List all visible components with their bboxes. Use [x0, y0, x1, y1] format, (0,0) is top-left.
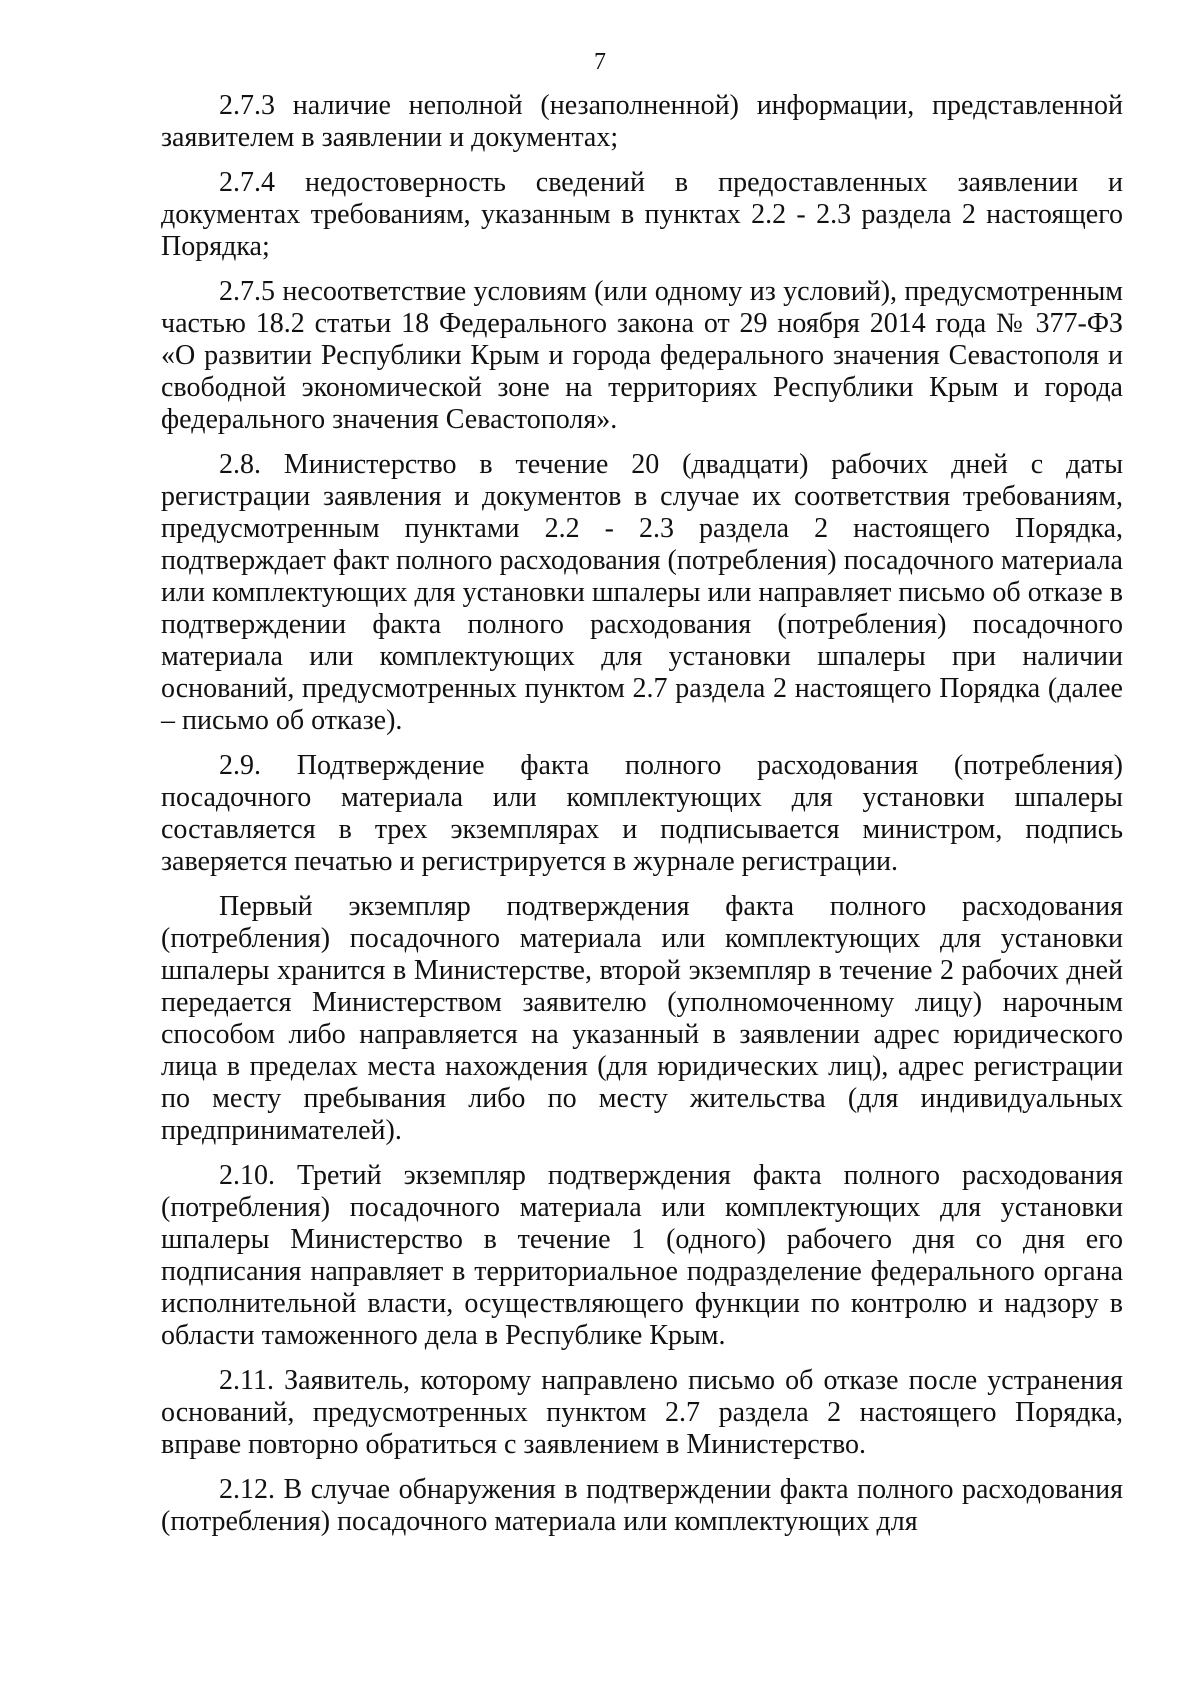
paragraph-2-11: 2.11. Заявитель, которому направлено письмо об отказе после устранения оснований, предусмотренных пунктом 2.7 раздела 2 настоящего Порядка, вправе повторно обратиться с заявлением в Министерство.: [161, 1365, 1123, 1460]
paragraph-2-8: 2.8. Министерство в течение 20 (двадцати) рабочих дней с даты регистрации заявления и документов в случае их соответствия требованиям, предусмотренным пунктами 2.2 - 2.3 раздела 2 настоящего Порядка, подтверждает факт полного расходования (потребления) посадочного материала или комплектующих для установки шпалеры или направляет письмо об отказе в подтверждении факта полного расходования (потребления) посадочного материала или комплектующих для установки шпалеры при наличии оснований, предусмотренных пунктом 2.7 раздела 2 настоящего Порядка (далее – письмо об отказе).: [161, 449, 1123, 736]
paragraph-2-9: 2.9. Подтверждение факта полного расходования (потребления) посадочного материала или комплектующих для установки шпалеры составляется в трех экземплярах и подписывается министром, подпись заверяется печатью и регистрируется в журнале регистрации.: [161, 750, 1123, 877]
paragraph-2-10: 2.10. Третий экземпляр подтверждения факта полного расходования (потребления) посадочного материала или комплектующих для установки шпалеры Министерство в течение 1 (одного) рабочего дня со дня его подписания направляет в территориальное подразделение федерального органа исполнительной власти, осуществляющего функции по контролю и надзору в области таможенного дела в Республике Крым.: [161, 1160, 1123, 1351]
page-number: 7: [594, 49, 606, 75]
paragraph-first-copy: Первый экземпляр подтверждения факта полного расходования (потребления) посадочного материала или комплектующих для установки шпалеры хранится в Министерстве, второй экземпляр в течение 2 рабочих дней передается Министерством заявителю (уполномоченному лицу) нарочным способом либо направляется на указанный в заявлении адрес юридического лица в пределах места нахождения (для юридических лиц), адрес регистрации по месту пребывания либо по месту жительства (для индивидуальных предпринимателей).: [161, 891, 1123, 1146]
document-body: [161, 90, 1123, 1538]
paragraph-2-7-5: 2.7.5 несоответствие условиям (или одному из условий), предусмотренным частью 18.2 статьи 18 Федерального закона от 29 ноября 2014 года № 377-ФЗ «О развитии Республики Крым и города федерального значения Севастополя и свободной экономической зоне на территориях Республики Крым и города федерального значения Севастополя».: [161, 276, 1123, 435]
paragraph-2-7-3: 2.7.3 наличие неполной (незаполненной) информации, представленной заявителем в заявлении и документах;: [161, 90, 1123, 153]
paragraph-2-7-4: 2.7.4 недостоверность сведений в предоставленных заявлении и документах требованиям, указанным в пунктах 2.2 - 2.3 раздела 2 настоящего Порядка;: [161, 167, 1123, 262]
paragraph-2-12: 2.12. В случае обнаружения в подтверждении факта полного расходования (потребления) посадочного материала или комплектующих для: [161, 1474, 1123, 1537]
